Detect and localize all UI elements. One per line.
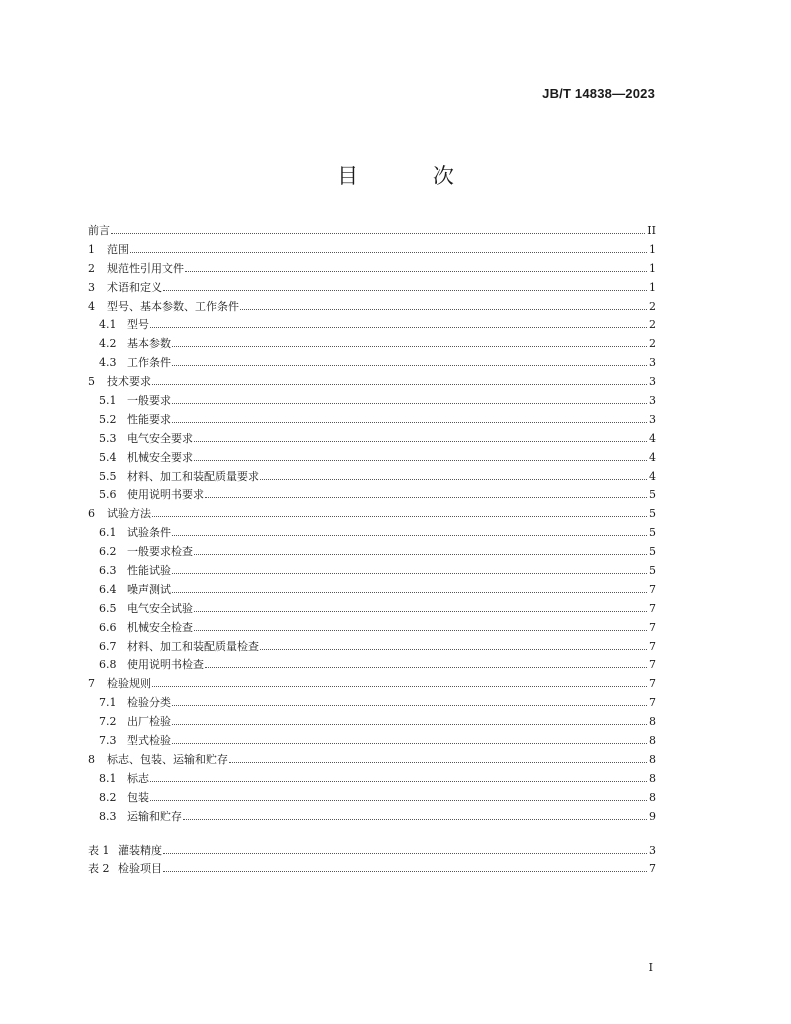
toc-entry-number: 4 — [88, 299, 95, 313]
toc-entry-number: 3 — [88, 280, 95, 294]
toc-entry-title: 包装 — [127, 790, 149, 804]
toc-entry-number: 6.5 — [99, 601, 117, 615]
toc-entry[interactable] — [88, 411, 656, 430]
toc-entry-number: 表 1 — [88, 843, 110, 857]
toc-entry-number: 表 2 — [88, 862, 110, 876]
toc-entry-number: 6.6 — [99, 620, 117, 634]
toc-entry-page: 2 — [649, 318, 656, 332]
toc-entry-page: 7 — [649, 862, 656, 876]
toc-entry[interactable] — [88, 524, 656, 543]
dot-leader — [163, 871, 647, 872]
toc-entry-title: 电气安全试验 — [127, 601, 193, 615]
dot-leader — [240, 309, 647, 310]
dot-leader — [172, 573, 647, 574]
dot-leader — [194, 554, 647, 555]
toc-entry[interactable] — [88, 751, 656, 770]
dot-leader — [260, 479, 647, 480]
toc-table-list — [88, 842, 656, 880]
dot-leader — [150, 800, 647, 801]
dot-leader — [194, 630, 647, 631]
toc-entry-number: 8.3 — [99, 809, 117, 823]
toc-entry[interactable] — [88, 789, 656, 808]
dot-leader — [172, 365, 647, 366]
toc-entry[interactable] — [88, 860, 656, 879]
toc-entry-page: 7 — [649, 601, 656, 615]
toc-entry[interactable] — [88, 222, 656, 241]
toc-entry-page: 3 — [649, 356, 656, 370]
toc-entry[interactable] — [88, 449, 656, 468]
toc-entry[interactable] — [88, 373, 656, 392]
toc-entry-number: 5.3 — [99, 431, 117, 445]
toc-entry[interactable] — [88, 638, 656, 657]
dot-leader — [183, 819, 647, 820]
toc-entry-title: 标志 — [127, 771, 149, 785]
dot-leader — [172, 346, 647, 347]
dot-leader — [229, 762, 647, 763]
toc-entry-title: 型号、基本参数、工作条件 — [107, 299, 239, 313]
dot-leader — [130, 252, 647, 253]
toc-entry-title: 使用说明书要求 — [127, 488, 204, 502]
toc-entry-title: 性能要求 — [127, 412, 171, 426]
toc-entry-number: 7 — [88, 677, 95, 691]
dot-leader — [172, 724, 647, 725]
toc-entry-number: 4.1 — [99, 318, 117, 332]
dot-leader — [205, 667, 647, 668]
toc-entry[interactable] — [88, 600, 656, 619]
page-number: I — [648, 961, 653, 974]
toc-entry-number: 8 — [88, 752, 95, 766]
toc-entry-page: 5 — [649, 526, 656, 540]
toc-entry[interactable] — [88, 543, 656, 562]
toc-entry-number: 7.3 — [99, 734, 117, 748]
toc-entry-number: 4.2 — [99, 337, 117, 351]
toc-entry-page: 3 — [649, 412, 656, 426]
dot-leader — [260, 649, 647, 650]
toc-entry[interactable] — [88, 505, 656, 524]
toc-entry-page: 8 — [649, 734, 656, 748]
toc-entry-title: 材料、加工和装配质量要求 — [127, 469, 259, 483]
toc-entry[interactable] — [88, 581, 656, 600]
toc-entry-number: 8.2 — [99, 790, 117, 804]
dot-leader — [172, 403, 647, 404]
dot-leader — [152, 516, 647, 517]
toc-entry-page: 1 — [649, 242, 656, 256]
toc-entry-number: 6.1 — [99, 526, 117, 540]
toc-entry-number: 6 — [88, 507, 95, 521]
toc-entry[interactable] — [88, 562, 656, 581]
toc-entry-page: 5 — [649, 488, 656, 502]
dot-leader — [172, 743, 647, 744]
toc-entry-title: 检验规则 — [107, 677, 151, 691]
toc-entry-number: 5.5 — [99, 469, 117, 483]
toc-entry-page: 4 — [649, 431, 656, 445]
toc-entry-title: 一般要求检查 — [127, 545, 193, 559]
toc-entry[interactable] — [88, 619, 656, 638]
toc-entry-page: 8 — [649, 752, 656, 766]
toc-entry-page: 8 — [649, 715, 656, 729]
dot-leader — [172, 592, 647, 593]
toc-entry-page: 3 — [649, 394, 656, 408]
dot-leader — [152, 686, 647, 687]
toc-entry-page: 3 — [649, 375, 656, 389]
dot-leader — [172, 535, 647, 536]
toc-entry-title: 机械安全检查 — [127, 620, 193, 634]
toc-entry-number: 7.2 — [99, 715, 117, 729]
toc-entry-number: 8.1 — [99, 771, 117, 785]
toc-entry-number: 5 — [88, 375, 95, 389]
toc-entry-title: 标志、包装、运输和贮存 — [107, 752, 228, 766]
toc-entry-page: 1 — [649, 280, 656, 294]
toc-entry-title: 技术要求 — [107, 375, 151, 389]
toc-entry-title: 规范性引用文件 — [107, 261, 184, 275]
toc-entry[interactable] — [88, 392, 656, 411]
toc-entry-title: 运输和贮存 — [127, 809, 182, 823]
toc-entry[interactable] — [88, 675, 656, 694]
dot-leader — [150, 781, 647, 782]
toc-entry[interactable] — [88, 430, 656, 449]
toc-entry-page: 8 — [649, 771, 656, 785]
toc-entry-title: 噪声测试 — [127, 582, 171, 596]
table-of-contents — [88, 222, 656, 879]
dot-leader — [163, 853, 647, 854]
toc-entry-page: 7 — [649, 639, 656, 653]
toc-entry-title: 检验分类 — [127, 696, 171, 710]
dot-leader — [205, 497, 647, 498]
toc-entry-page: 5 — [649, 545, 656, 559]
toc-entry[interactable] — [88, 808, 656, 827]
toc-entry-page: 2 — [649, 299, 656, 313]
toc-entry-page: 7 — [649, 677, 656, 691]
toc-entry-number: 5.2 — [99, 412, 117, 426]
toc-entry-number: 5.4 — [99, 450, 117, 464]
toc-entry-page: 5 — [649, 507, 656, 521]
toc-entry-title: 一般要求 — [127, 394, 171, 408]
toc-entry-number: 5.1 — [99, 394, 117, 408]
dot-leader — [194, 460, 647, 461]
toc-entry[interactable] — [88, 732, 656, 751]
toc-entry-page: 4 — [649, 450, 656, 464]
toc-entry[interactable] — [88, 694, 656, 713]
toc-entry-title: 电气安全要求 — [127, 431, 193, 445]
toc-entry-title: 试验方法 — [107, 507, 151, 521]
toc-entry-title: 试验条件 — [127, 526, 171, 540]
toc-entry-page: 4 — [649, 469, 656, 483]
toc-entry-title: 使用说明书检查 — [127, 658, 204, 672]
toc-entry[interactable] — [88, 486, 656, 505]
toc-entry-title: 灌装精度 — [118, 843, 162, 857]
toc-entry-page: 7 — [649, 620, 656, 634]
dot-leader — [152, 384, 647, 385]
toc-entry-number: 6.2 — [99, 545, 117, 559]
toc-entry-number: 6.3 — [99, 564, 117, 578]
toc-entry-title: 型式检验 — [127, 734, 171, 748]
dot-leader — [150, 327, 647, 328]
toc-entry-number: 6.4 — [99, 582, 117, 596]
toc-entry-page: 2 — [649, 337, 656, 351]
toc-entry-page: II — [647, 224, 656, 237]
toc-entry[interactable] — [88, 298, 656, 317]
toc-entry-title: 前言 — [88, 224, 110, 237]
standard-code: JB/T 14838—2023 — [542, 86, 655, 101]
toc-title: 目 次 — [337, 164, 488, 188]
toc-entry-page: 9 — [649, 809, 656, 823]
toc-entry-title: 检验项目 — [118, 862, 162, 876]
toc-entry-title: 出厂检验 — [127, 715, 171, 729]
dot-leader — [185, 271, 647, 272]
toc-entry-number: 7.1 — [99, 696, 117, 710]
toc-entry[interactable] — [88, 316, 656, 335]
toc-entry[interactable] — [88, 260, 656, 279]
toc-section-list — [88, 222, 656, 827]
toc-entry-title: 机械安全要求 — [127, 450, 193, 464]
toc-entry[interactable] — [88, 241, 656, 260]
toc-entry[interactable] — [88, 468, 656, 487]
toc-entry[interactable] — [88, 279, 656, 298]
toc-entry-title: 性能试验 — [127, 564, 171, 578]
toc-entry-page: 3 — [649, 843, 656, 857]
toc-entry-title: 型号 — [127, 318, 149, 332]
dot-leader — [194, 441, 647, 442]
dot-leader — [172, 705, 647, 706]
toc-entry-number: 5.6 — [99, 488, 117, 502]
dot-leader — [163, 290, 647, 291]
toc-entry-page: 1 — [649, 261, 656, 275]
toc-entry-title: 基本参数 — [127, 337, 171, 351]
toc-entry[interactable] — [88, 713, 656, 732]
toc-entry-page: 5 — [649, 564, 656, 578]
toc-entry-page: 7 — [649, 582, 656, 596]
toc-entry-number: 6.7 — [99, 639, 117, 653]
toc-entry-number: 4.3 — [99, 356, 117, 370]
dot-leader — [172, 422, 647, 423]
toc-entry-number: 6.8 — [99, 658, 117, 672]
toc-entry[interactable] — [88, 354, 656, 373]
dot-leader — [111, 233, 645, 234]
toc-entry-title: 工作条件 — [127, 356, 171, 370]
toc-entry-page: 7 — [649, 658, 656, 672]
toc-entry-title: 材料、加工和装配质量检查 — [127, 639, 259, 653]
toc-entry-number: 2 — [88, 261, 95, 275]
toc-entry[interactable] — [88, 335, 656, 354]
toc-entry[interactable] — [88, 656, 656, 675]
toc-entry-number: 1 — [88, 242, 95, 256]
toc-entry[interactable] — [88, 770, 656, 789]
toc-entry[interactable] — [88, 842, 656, 861]
toc-entry-page: 8 — [649, 790, 656, 804]
toc-entry-title: 术语和定义 — [107, 280, 162, 294]
toc-entry-title: 范围 — [107, 242, 129, 256]
toc-entry-page: 7 — [649, 696, 656, 710]
dot-leader — [194, 611, 647, 612]
